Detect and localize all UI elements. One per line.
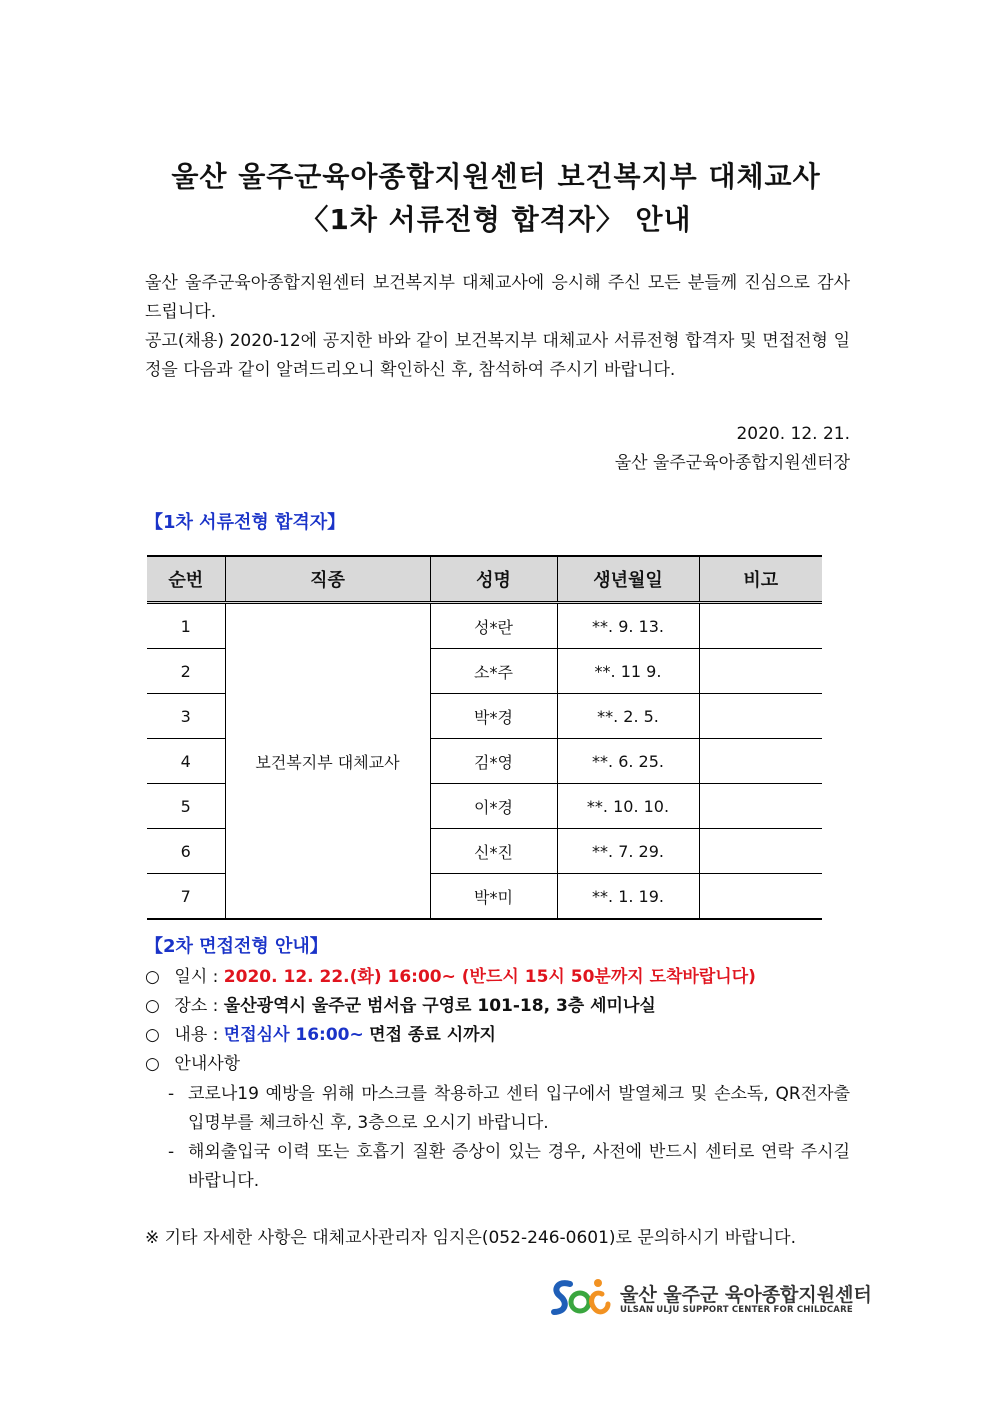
cell-number: 6 xyxy=(147,829,225,874)
page-subtitle: 〈1차 서류전형 합격자〉 안내 xyxy=(300,203,692,236)
intro-paragraph-1: 울산 울주군육아종합지원센터 보건복지부 대체교사에 응시해 주신 모든 분들께 진심으로 감사드립니다. xyxy=(145,273,850,322)
center-logo-name: 울산 울주군 육아종합지원센터 xyxy=(620,1284,872,1306)
cell-birth: **. 7. 29. xyxy=(557,829,699,874)
contact-note: ※ 기타 자세한 사항은 대체교사관리자 임지은(052-246-0601)로 문의하시기 바랍니다. xyxy=(145,1228,796,1248)
header-job: 직종 xyxy=(225,556,430,603)
circle-bullet-icon: ○ xyxy=(145,967,160,987)
cell-number: 7 xyxy=(147,874,225,920)
guide-item-text: 코로나19 예방을 위해 마스크를 착용하고 센터 입구에서 발열체크 및 손소독, QR전자출입명부를 체크하신 후, 3층으로 오시기 바랍니다. xyxy=(188,1084,850,1133)
center-logo-icon xyxy=(550,1276,612,1322)
datetime-label: 일시 : xyxy=(174,967,219,987)
header-name: 성명 xyxy=(430,556,557,603)
interview-content xyxy=(145,1021,496,1049)
cell-number: 5 xyxy=(147,784,225,829)
cell-birth: **. 10. 10. xyxy=(557,784,699,829)
page-title: 울산 울주군육아종합지원센터 보건복지부 대체교사 xyxy=(171,160,821,193)
header-number: 순번 xyxy=(147,556,225,603)
cell-name: 신*진 xyxy=(430,829,557,874)
interview-place xyxy=(145,992,656,1020)
content-value-rest: 면접 종료 시까지 xyxy=(369,1025,496,1045)
intro xyxy=(145,269,850,385)
cell-name: 성*란 xyxy=(430,603,557,649)
place-value: 울산광역시 울주군 범서읍 구영로 101-18, 3층 세미나실 xyxy=(223,996,656,1016)
header-birth: 생년월일 xyxy=(557,556,699,603)
section-heading-1: 【1차 서류전형 합격자】 xyxy=(145,512,346,533)
cell-number: 3 xyxy=(147,694,225,739)
cell-note xyxy=(699,874,822,920)
dash-bullet: - xyxy=(168,1142,175,1162)
dash-bullet: - xyxy=(168,1084,175,1104)
cell-name: 박*미 xyxy=(430,874,557,920)
cell-name: 소*주 xyxy=(430,649,557,694)
cell-birth: **. 1. 19. xyxy=(557,874,699,920)
cell-number: 2 xyxy=(147,649,225,694)
circle-bullet-icon: ○ xyxy=(145,1054,160,1074)
issue-date: 2020. 12. 21. xyxy=(736,424,850,444)
table-header-row xyxy=(147,556,822,603)
sender: 울산 울주군육아종합지원센터장 xyxy=(614,453,850,473)
cell-note xyxy=(699,603,822,649)
table-row xyxy=(147,603,822,649)
cell-number: 4 xyxy=(147,739,225,784)
cell-name: 김*영 xyxy=(430,739,557,784)
cell-birth: **. 2. 5. xyxy=(557,694,699,739)
section-heading-2: 【2차 면접전형 안내】 xyxy=(145,936,328,957)
circle-bullet-icon: ○ xyxy=(145,996,160,1016)
cell-birth: **. 11 9. xyxy=(557,649,699,694)
cell-name: 박*경 xyxy=(430,694,557,739)
cell-note xyxy=(699,829,822,874)
content-label: 내용 : xyxy=(174,1025,219,1045)
center-logo-subtitle: ULSAN ULJU SUPPORT CENTER FOR CHILDCARE xyxy=(620,1305,853,1315)
cell-birth: **. 6. 25. xyxy=(557,739,699,784)
circle-bullet-icon: ○ xyxy=(145,1025,160,1045)
header-note: 비고 xyxy=(699,556,822,603)
datetime-value: 2020. 12. 22.(화) 16:00~ (반드시 15시 50분까지 도착바랍니다) xyxy=(223,967,756,987)
interview-datetime xyxy=(145,963,756,991)
center-logo xyxy=(550,1276,872,1324)
guide-item xyxy=(168,1138,850,1196)
cell-note xyxy=(699,649,822,694)
place-label: 장소 : xyxy=(174,996,219,1016)
cell-number: 1 xyxy=(147,603,225,649)
cell-note xyxy=(699,694,822,739)
guide-item xyxy=(168,1080,850,1138)
cell-name: 이*경 xyxy=(430,784,557,829)
cell-job: 보건복지부 대체교사 xyxy=(225,603,430,920)
cell-note xyxy=(699,739,822,784)
interview-guide xyxy=(145,1050,240,1078)
guide-label: 안내사항 xyxy=(174,1054,241,1074)
intro-paragraph-2: 공고(채용) 2020-12에 공지한 바와 같이 보건복지부 대체교사 서류전형 합격자 및 면접전형 일정을 다음과 같이 알려드리오니 확인하신 후, 참석하여 주시기 바랍니다. xyxy=(145,331,850,380)
cell-note xyxy=(699,784,822,829)
cell-birth: **. 9. 13. xyxy=(557,603,699,649)
content-value-time: 면접심사 16:00~ xyxy=(223,1025,364,1045)
results-table xyxy=(147,555,822,920)
guide-item-text: 해외출입국 이력 또는 호흡기 질환 증상이 있는 경우, 사전에 반드시 센터로 연락 주시길 바랍니다. xyxy=(188,1142,850,1191)
